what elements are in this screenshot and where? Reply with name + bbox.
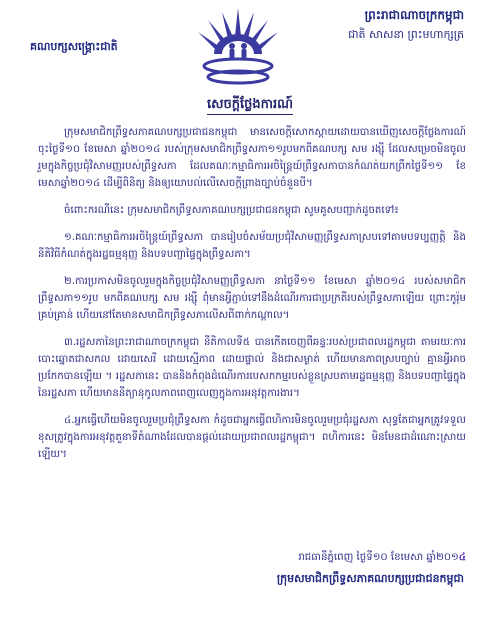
date-text: រាជធានីភ្នំពេញ ថ្ងៃទី១០ ខែមេសា ឆ្នាំ២០១ — [298, 552, 459, 563]
paragraph-point-3: ៣.រដ្ឋសភានៃព្រះរាជាណាចក្រកម្ពុជា នីតិកាលទី៥ បានកើតចេញពីឆន្ទៈរបស់ប្រជាពលរដ្ឋកម្ពុជា តាមរយៈការបោះឆ្នោតជាសកល ដោយសេរី ដោយស្មើភាព ដោយផ្ទាល់ និងជាសម្ងាត់ ហើយមានភាពស្របច្បាប់ គ្មានអ្វីអាចប្រកែកបានឡើយ ។ រដ្ឋសភានេះ បាននិងកំពុងដំណើរការបេសកកម្មរបស់ខ្លួនស្របតាមរដ្ឋធម្មនុញ្ញ និងបទបញ្ជាផ្ទៃក្នុងនៃរដ្ឋសភា ហើយមាននីត្យានុកូលភាពពេញលេញក្នុងការអនុវត្តការងារ។ — [38, 337, 466, 399]
document-title-text: សេចក្តីថ្លែងការណ៍ — [207, 97, 293, 115]
national-motto: ជាតិ សាសនា ព្រះមហាក្សត្រ — [348, 28, 464, 41]
paragraph-intro: ក្រុមសមាជិកព្រឹទ្ធសភាគណបក្សប្រជាជនកម្ពុជា មានសេចក្តីសោកស្តាយដោយបានឃើញសេចក្តីថ្លែងការណ៍ចុះថ្ងៃទី១០ ខែមេសា ឆ្នាំ២០១៤ របស់ក្រុមសមាជិកព្រឹទ្ធសភា១១រូបមកពីគណបក្ស សម រង្ស៊ី ដែលសម្រេចមិនចូលរួមក្នុងកិច្ចប្រជុំវិសាមញ្ញរបស់ព្រឹទ្ធសភា ដែលគណៈកម្មាធិការអចិន្ត្រៃយ៍ព្រឹទ្ធសភាបានកំណត់យកព្រឹកថ្ងៃទី១១ ខែមេសាឆ្នាំ២០១៤ ដើម្បីពិនិត្យ និងឲ្យយោបល់លើសេចក្តីព្រាងច្បាប់ចំនួនបី។ — [38, 127, 466, 189]
handwritten-date-digit: ៤ — [458, 552, 466, 563]
party-name: គណបក្សសង្គ្រោះជាតិ — [30, 40, 118, 53]
kingdom-header — [348, 7, 464, 44]
document-title — [180, 96, 320, 115]
statement-body — [38, 124, 466, 473]
date-line — [210, 550, 466, 565]
paragraph-point-4: ៤.អ្នកធ្វើហើយមិនចូលរួមប្រជុំព្រឹទ្ធសភា កំដូចជាអ្នកធ្វើពហិការមិនចូលរួមប្រជុំរដ្ឋសភា សុទ្ធតែជាអ្នកត្រូវទទួលខុសត្រូវក្នុងការអនុវត្តតួនាទីតំណាងដែលបានផ្តល់ដោយប្រជាពលរដ្ឋកម្ពុជា។ ពហិការនេះ មិនមែនជាដំណោះស្រាយឡើយ។ — [38, 415, 466, 460]
party-emblem-icon — [192, 6, 284, 88]
kingdom-title: ព្រះរាជាណាចក្រកម្ពុជា — [364, 8, 464, 22]
paragraph-point-2: ២.ការប្រកាសមិនចូលរួមក្នុងកិច្ចប្រជុំវិសាមញ្ញព្រឹទ្ធសភា នាថ្ងៃទី១១ ខែមេសា ឆ្នាំ២០១៤ របស់សមាជិកព្រឹទ្ធសភា១១រូប មកពីគណបក្ស សម រង្ស៊ី ពុំមានអ្វីភ្ជាប់ទៅនឹងដំណើរការជាប្រក្រតីរបស់ព្រឹទ្ធសភាឡើយ ព្រោះកូរ៉ុមគ្រប់គ្រាន់ ហើយនៅតែមានសមាជិកព្រឹទ្ធសភាលើសពីពាក់កណ្តាល។ — [38, 276, 466, 321]
paragraph-point-1: ១.គណៈកម្មាធិការអចិន្ត្រៃយ៍ព្រឹទ្ធសភា បានរៀបចំសម័យប្រជុំវិសាមញ្ញព្រឹទ្ធសភាស្របទៅតាមបទប្បញ្ញត្តិ និងនីតិវិធីកំណត់ក្នុងរដ្ឋធម្មនុញ្ញ និងបទបញ្ជាផ្ទៃក្នុងព្រឹទ្ធសភា។ — [38, 232, 466, 260]
paragraph-regarding: ចំពោះករណីនេះ ក្រុមសមាជិកព្រឹទ្ធសភាគណបក្សប្រជាជនកម្ពុជា សូមគូសបញ្ជាក់ដូចតទៅ៖ — [64, 205, 399, 216]
signatory: ក្រុមសមាជិកព្រឹទ្ធសភាគណបក្សប្រជាជនកម្ពុជា — [276, 572, 464, 585]
